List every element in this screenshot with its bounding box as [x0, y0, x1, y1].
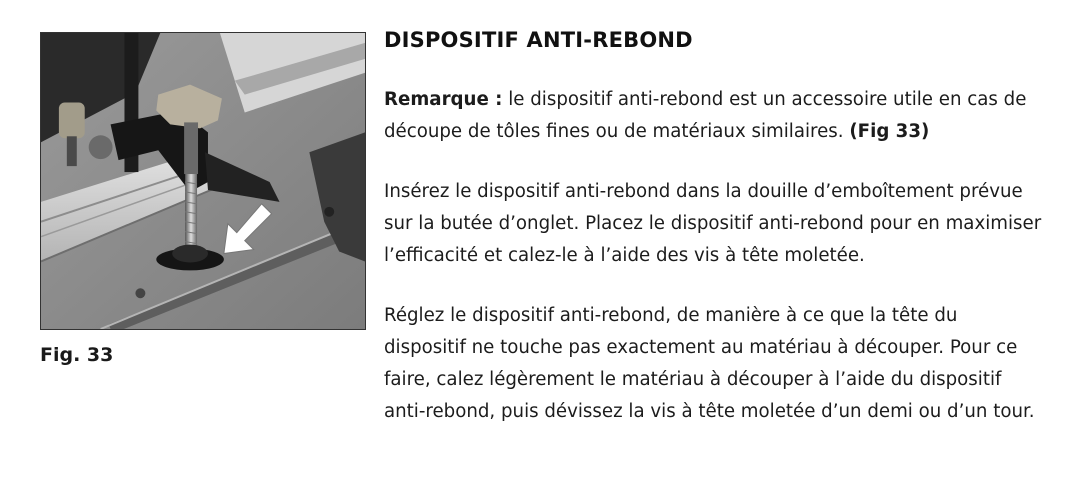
section-content: [384, 28, 1044, 456]
note-paragraph: [384, 84, 1044, 148]
instruction-paragraph-install: Insérez le dispositif anti-rebond dans la douille d’emboîtement prévue sur la butée d’onglet. Placez le dispositif anti-rebond pour en maximiser l’efficacité et calez-le à l’aide des vis à tête moletée.: [384, 181, 1042, 266]
figure-reference: (Fig 33): [849, 121, 930, 142]
section-heading: DISPOSITIF ANTI-REBOND: [384, 28, 693, 52]
instruction-paragraph-adjust: Réglez le dispositif anti-rebond, de manière à ce que la tête du dispositif ne touche pas exactement au matériau à découper. Pour ce faire, calez légèrement le matériau à découper à l’aide du dispositif anti-rebond, puis dévissez la vis à tête moletée d’un demi ou d’un tour.: [384, 305, 1035, 422]
figure-caption: Fig. 33: [40, 344, 114, 366]
note-label: Remarque :: [384, 89, 503, 110]
note-text: le dispositif anti-rebond est un accessoire utile en cas de découpe de tôles fines ou de matériaux similaires.: [384, 89, 1027, 142]
figure-33-photo: [40, 32, 366, 330]
